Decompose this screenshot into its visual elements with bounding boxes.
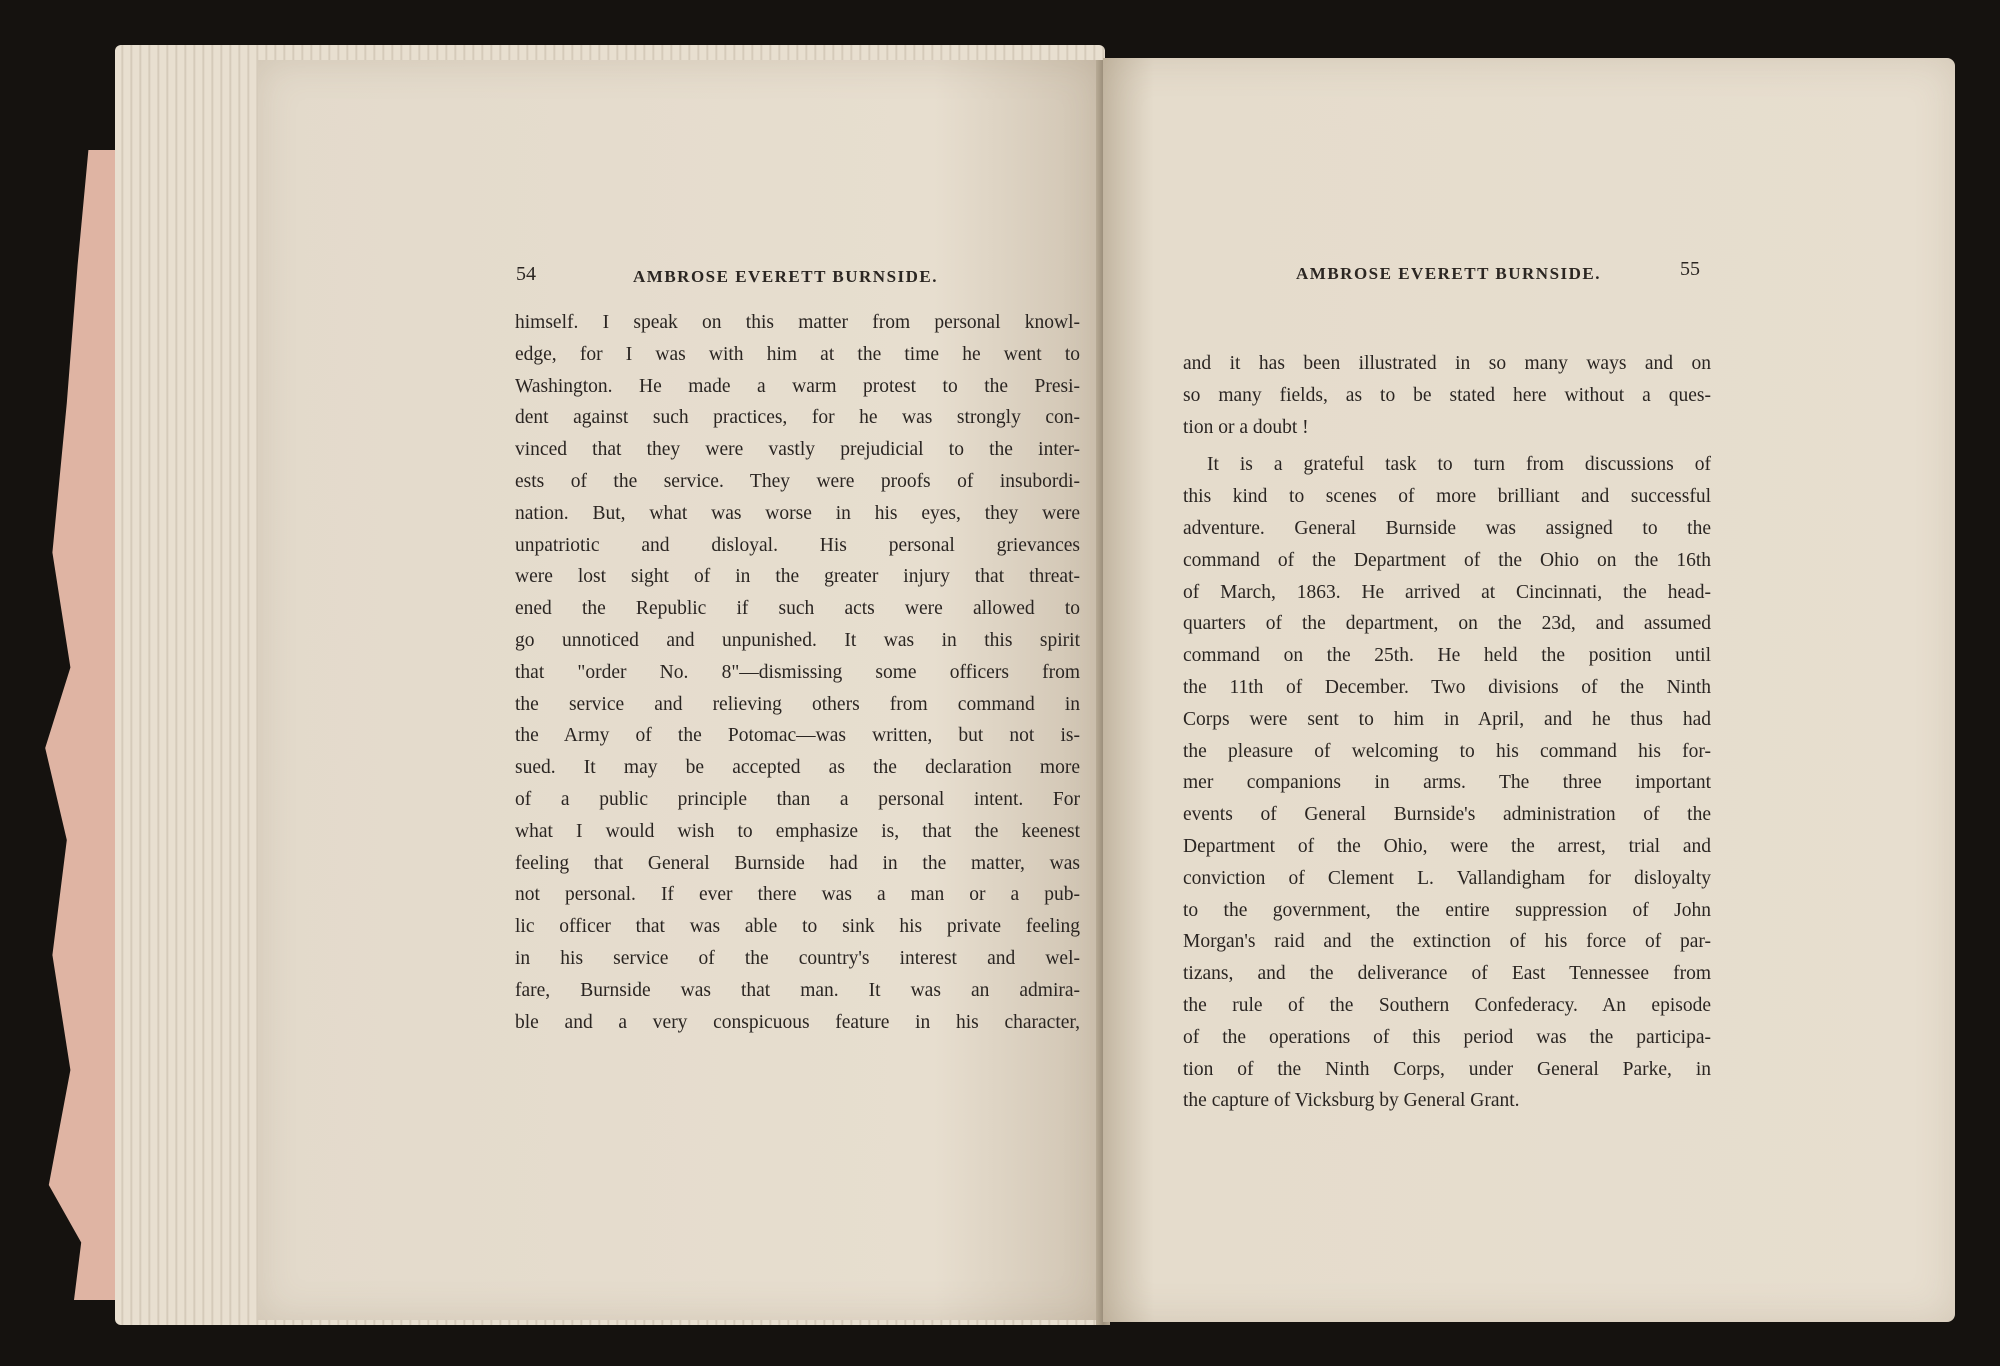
text-line: ble and a very conspicuous feature in his character,: [515, 1011, 1080, 1033]
text-line: tion or a doubt !: [1183, 416, 1309, 438]
text-line: Department of the Ohio, were the arrest, trial and: [1183, 835, 1711, 857]
text-line: It is a grateful task to turn from discussions of: [1207, 454, 1711, 476]
running-head: AMBROSE EVERETT BURNSIDE.: [1296, 264, 1602, 283]
text-line: Corps were sent to him in April, and he thus had: [1183, 708, 1711, 730]
text-line: vinced that they were vastly prejudicial to the inter-: [515, 439, 1080, 461]
running-head: AMBROSE EVERETT BURNSIDE.: [633, 267, 939, 286]
text-line: to the government, the entire suppression of John: [1183, 899, 1711, 921]
text-line: of the operations of this period was the participa-: [1183, 1026, 1711, 1048]
text-line: himself. I speak on this matter from personal knowl-: [515, 312, 1080, 333]
text-line: of a public principle than a personal intent. For: [515, 788, 1080, 810]
text-line: Morgan's raid and the extinction of his force of par-: [1183, 931, 1711, 953]
text-line: lic officer that was able to sink his private feeling: [515, 916, 1080, 938]
text-line: the capture of Vicksburg by General Grant.: [1183, 1090, 1520, 1112]
text-line: so many fields, as to be stated here without a ques-: [1183, 384, 1711, 406]
text-line: the Army of the Potomac—was written, but not is-: [515, 725, 1080, 747]
text-line: sued. It may be accepted as the declaration more: [515, 757, 1080, 779]
text-line: the pleasure of welcoming to his command his for-: [1183, 740, 1711, 762]
left-page-text: [515, 307, 1080, 1038]
text-line: nation. But, what was worse in his eyes, they were: [515, 502, 1080, 524]
text-line: of March, 1863. He arrived at Cincinnati, the head-: [1183, 581, 1711, 603]
text-line: not personal. If ever there was a man or a pub-: [515, 884, 1080, 906]
text-line: dent against such practices, for he was strongly con-: [515, 407, 1080, 429]
right-page-text: [1183, 348, 1711, 1117]
text-line: ests of the service. They were proofs of insubordi-: [515, 470, 1080, 492]
text-line: go unnoticed and unpunished. It was in this spirit: [515, 629, 1080, 651]
text-line: the service and relieving others from command in: [515, 693, 1080, 715]
text-line: unpatriotic and disloyal. His personal grievances: [515, 534, 1080, 556]
text-line: this kind to scenes of more brilliant and successful: [1183, 486, 1711, 508]
text-line: that "order No. 8"—dismissing some officers from: [515, 661, 1080, 683]
text-line: in his service of the country's interest and wel-: [515, 947, 1080, 969]
text-line: ened the Republic if such acts were allowed to: [515, 598, 1080, 620]
text-line: and it has been illustrated in so many ways and on: [1183, 353, 1711, 374]
text-line: the 11th of December. Two divisions of the Ninth: [1183, 676, 1711, 698]
text-line: tion of the Ninth Corps, under General Parke, in: [1183, 1058, 1711, 1080]
text-line: feeling that General Burnside had in the matter, was: [515, 852, 1080, 874]
text-line: command on the 25th. He held the position until: [1183, 645, 1711, 667]
right-page: [1103, 58, 1955, 1322]
text-line: the rule of the Southern Confederacy. An episode: [1183, 994, 1711, 1016]
text-line: mer companions in arms. The three important: [1183, 772, 1711, 794]
text-line: command of the Department of the Ohio on the 16th: [1183, 549, 1711, 571]
text-line: what I would wish to emphasize is, that the keenest: [515, 820, 1080, 842]
text-line: were lost sight of in the greater injury that threat-: [515, 566, 1080, 588]
text-line: adventure. General Burnside was assigned to the: [1183, 517, 1711, 539]
text-line: Washington. He made a warm protest to the Presi-: [515, 375, 1080, 397]
page-number: 54: [516, 263, 536, 285]
text-line: quarters of the department, on the 23d, and assumed: [1183, 613, 1711, 635]
text-line: edge, for I was with him at the time he went to: [515, 343, 1080, 365]
page-number: 55: [1680, 258, 1700, 280]
text-line: conviction of Clement L. Vallandigham for disloyalty: [1183, 867, 1711, 889]
text-line: tizans, and the deliverance of East Tennessee from: [1183, 963, 1711, 985]
text-line: events of General Burnside's administration of the: [1183, 804, 1711, 826]
text-line: fare, Burnside was that man. It was an admira-: [515, 979, 1080, 1001]
left-page: [258, 60, 1103, 1320]
